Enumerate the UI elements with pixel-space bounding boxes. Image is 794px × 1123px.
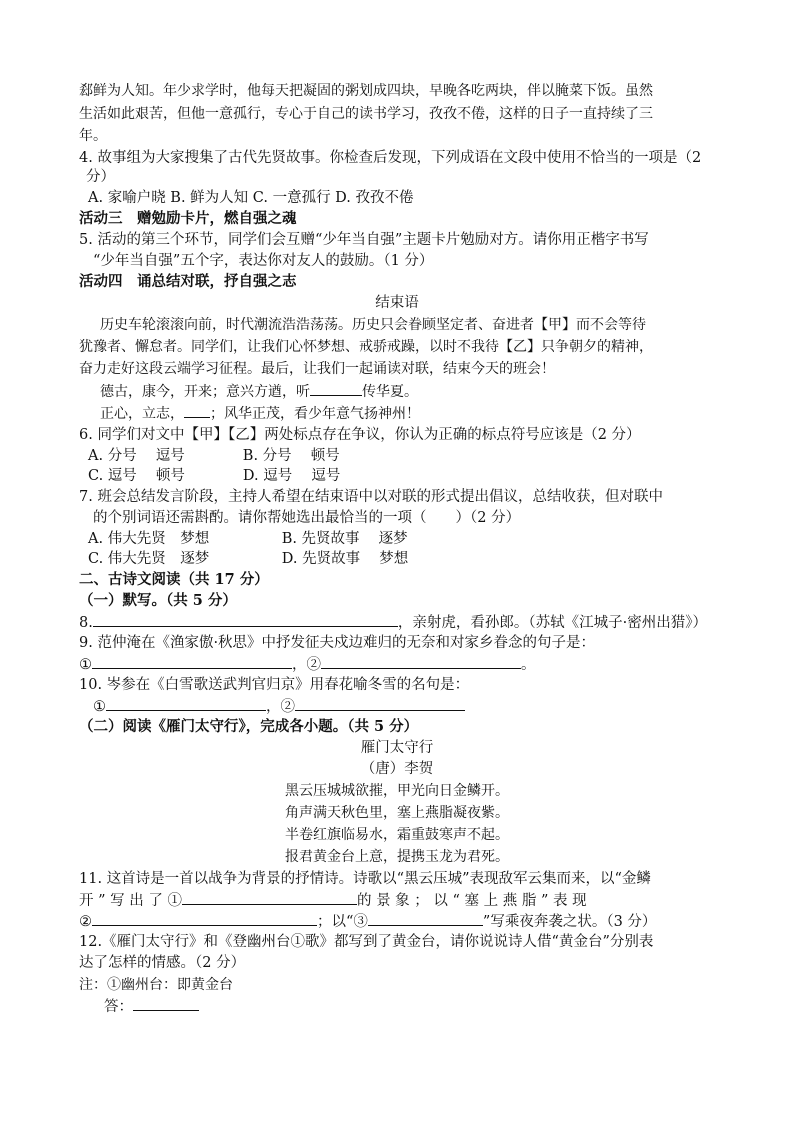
text-line	[79, 591, 237, 611]
text-line	[0, 293, 794, 313]
text-line	[104, 996, 199, 1017]
line-text: A. 伟大先贤 梦想 B. 先贤故事 逐梦	[88, 531, 408, 547]
text-line	[79, 975, 233, 995]
text-line	[93, 508, 520, 528]
text-line	[79, 953, 245, 973]
answer-blank[interactable]	[92, 911, 317, 926]
line-text: 结束语	[375, 295, 419, 311]
line-text: 黑云压城城欲摧，甲光向日金鳞开。	[285, 783, 509, 799]
text-line	[79, 633, 595, 653]
line-text: 二、古诗文阅读（共 17 分）	[79, 571, 269, 588]
line-text: 正心，立志，	[100, 406, 184, 422]
line-text: ①	[79, 657, 92, 673]
text-line	[79, 654, 536, 675]
text-line	[0, 759, 794, 779]
text-line	[79, 890, 587, 911]
answer-blank[interactable]	[92, 654, 292, 669]
line-text: 历史车轮滚滚向前，时代潮流浩浩荡荡。历史只会眷顾坚定者、奋进者【甲】而不会等待	[100, 317, 646, 333]
line-text-after: ，亲射虎，看孙郎。（苏轼《江城子·密州出猎》）	[397, 615, 707, 631]
line-text-after: ；以“③	[317, 914, 368, 930]
line-text: 6. 同学们对文中【甲】【乙】两处标点存在争议，你认为正确的标点符号应该是（2 分）	[79, 427, 641, 443]
line-text: 8.	[79, 615, 93, 631]
text-line	[86, 167, 115, 187]
text-line	[0, 781, 794, 801]
text-line	[79, 675, 469, 695]
text-line	[79, 487, 663, 507]
answer-blank[interactable]	[93, 612, 398, 627]
text-line	[100, 381, 418, 402]
line-text-after: 的 景 象 ； 以 “ 塞 上 燕 脂 ” 表 现	[356, 893, 587, 909]
line-text-after: 。	[521, 657, 536, 673]
line-text: 注：①幽州台：即黄金台	[79, 977, 233, 993]
line-text: ①	[93, 699, 106, 715]
text-line	[79, 126, 107, 146]
line-text: 答：	[104, 999, 133, 1015]
text-line	[79, 359, 555, 379]
line-text: “少年当自强”五个字，表达你对友人的鼓励。（1 分）	[93, 253, 434, 269]
text-line	[79, 104, 653, 124]
line-text: A. 分号 逗号 B. 分号 顿号	[88, 448, 340, 464]
answer-blank[interactable]	[295, 696, 465, 711]
text-line	[100, 315, 646, 335]
line-text: 奋力走好这段云端学习征程。最后，让我们一起诵读对联，结束今天的班会！	[79, 361, 555, 377]
line-text: 德古，康今，开来；意兴方遒，听	[100, 384, 310, 400]
line-text: A. 家喻户晓 B. 鲜为人知 C. 一意孤行 D. 孜孜不倦	[88, 190, 414, 206]
line-text: 11. 这首诗是一首以战争为背景的抒情诗。诗歌以“黑云压城”表现敌军云集而来，以“金鳞	[79, 871, 651, 887]
line-text: 生活如此艰苦，但他一意孤行，专心于自己的读书学习，孜孜不倦，这样的日子一直持续了三	[79, 106, 653, 122]
text-line	[88, 446, 340, 466]
text-line	[79, 869, 651, 889]
line-text: 12.《雁门太守行》和《登幽州台①歌》都写到了黄金台，请你说说诗人借“黄金台”分别表	[79, 934, 654, 950]
line-text: C. 逗号 顿号 D. 逗号 逗号	[88, 468, 341, 484]
line-text: 4. 故事组为大家搜集了古代先贤故事。你检查后发现，下列成语在文段中使用不恰当的一项是（2	[79, 150, 702, 166]
line-text: 活动四 诵总结对联，抒自强之志	[79, 273, 297, 290]
line-text: ②	[79, 914, 92, 930]
line-text: 9. 范仲淹在《渔家傲·秋思》中抒发征夫戍边难归的无奈和对家乡眷念的句子是：	[79, 635, 596, 651]
line-text: 半卷红旗临易水，霜重鼓寒声不起。	[285, 827, 509, 843]
line-text: （唐）李贺	[360, 761, 434, 777]
line-text: 活动三 赠勉励卡片，燃自强之魂	[79, 210, 297, 227]
text-line	[93, 251, 433, 271]
text-line	[0, 825, 794, 845]
line-text: 角声满天秋色里，塞上燕脂凝夜紫。	[285, 805, 509, 821]
line-text: 达了怎样的情感。（2 分）	[79, 955, 246, 971]
text-line	[79, 911, 656, 932]
line-text: 5. 活动的第三个环节，同学们会互赠“少年当自强”主题卡片勉励对方。请你用正楷字书写	[79, 232, 649, 248]
text-line	[88, 466, 340, 486]
line-text: （二）阅读《雁门太守行》，完成各小题。（共 5 分）	[79, 718, 419, 735]
line-text: 犹豫者、懈怠者。同学们，让我们心怀梦想、戒骄戒躁，以时不我待【乙】只争朝夕的精神，	[79, 339, 653, 355]
answer-blank[interactable]	[184, 403, 210, 418]
text-line	[79, 272, 297, 292]
text-line	[79, 425, 641, 445]
line-text: 报君黄金台上意，提携玉龙为君死。	[285, 849, 509, 865]
text-line	[93, 696, 465, 717]
line-text: 雁门太守行	[360, 740, 434, 756]
answer-blank[interactable]	[321, 654, 521, 669]
line-text: 的个别词语还需斟酌。请你帮她选出最恰当的一项（ ）（2 分）	[93, 510, 521, 526]
line-text: 年。	[79, 128, 107, 144]
line-text: 开 ” 写 出 了 ①	[79, 893, 182, 909]
text-line	[79, 209, 297, 229]
line-text-after: ”写乘夜奔袭之状。（3 分）	[482, 914, 657, 930]
line-text: C. 伟大先贤 逐梦 D. 先贤故事 梦想	[88, 551, 409, 567]
text-line	[79, 230, 649, 250]
line-text: 10. 岑参在《白雪歌送武判官归京》用春花喻冬雪的名句是：	[79, 677, 470, 693]
text-line	[100, 403, 420, 424]
text-line	[0, 847, 794, 867]
answer-blank[interactable]	[133, 996, 199, 1011]
text-line	[79, 612, 707, 633]
text-line	[88, 549, 408, 569]
text-line	[88, 529, 408, 549]
text-line	[0, 738, 794, 758]
text-line	[88, 188, 414, 208]
text-line	[79, 717, 418, 737]
line-text: 郄鲜为人知。年少求学时，他每天把凝固的粥划成四块，早晚各吃两块，伴以腌菜下饭。虽然	[79, 83, 653, 99]
line-text: （一）默写。（共 5 分）	[79, 592, 237, 609]
answer-blank[interactable]	[310, 381, 362, 396]
text-line	[79, 932, 653, 952]
line-text: 7. 班会总结发言阶段，主持人希望在结束语中以对联的形式提出倡议，总结收获，但对联中	[79, 489, 663, 505]
text-line	[0, 803, 794, 823]
line-text-after: ，②	[292, 657, 321, 673]
line-text-after: ，②	[266, 699, 295, 715]
line-text-after: 传华夏。	[362, 384, 418, 400]
text-line	[79, 570, 269, 590]
text-line	[79, 337, 653, 357]
answer-blank[interactable]	[368, 911, 483, 926]
line-text: 分）	[86, 169, 115, 185]
answer-blank[interactable]	[106, 696, 266, 711]
answer-blank[interactable]	[182, 890, 357, 905]
line-text-after: ；风华正茂，看少年意气扬神州！	[210, 406, 420, 422]
text-line	[79, 81, 653, 101]
text-line	[79, 148, 701, 168]
